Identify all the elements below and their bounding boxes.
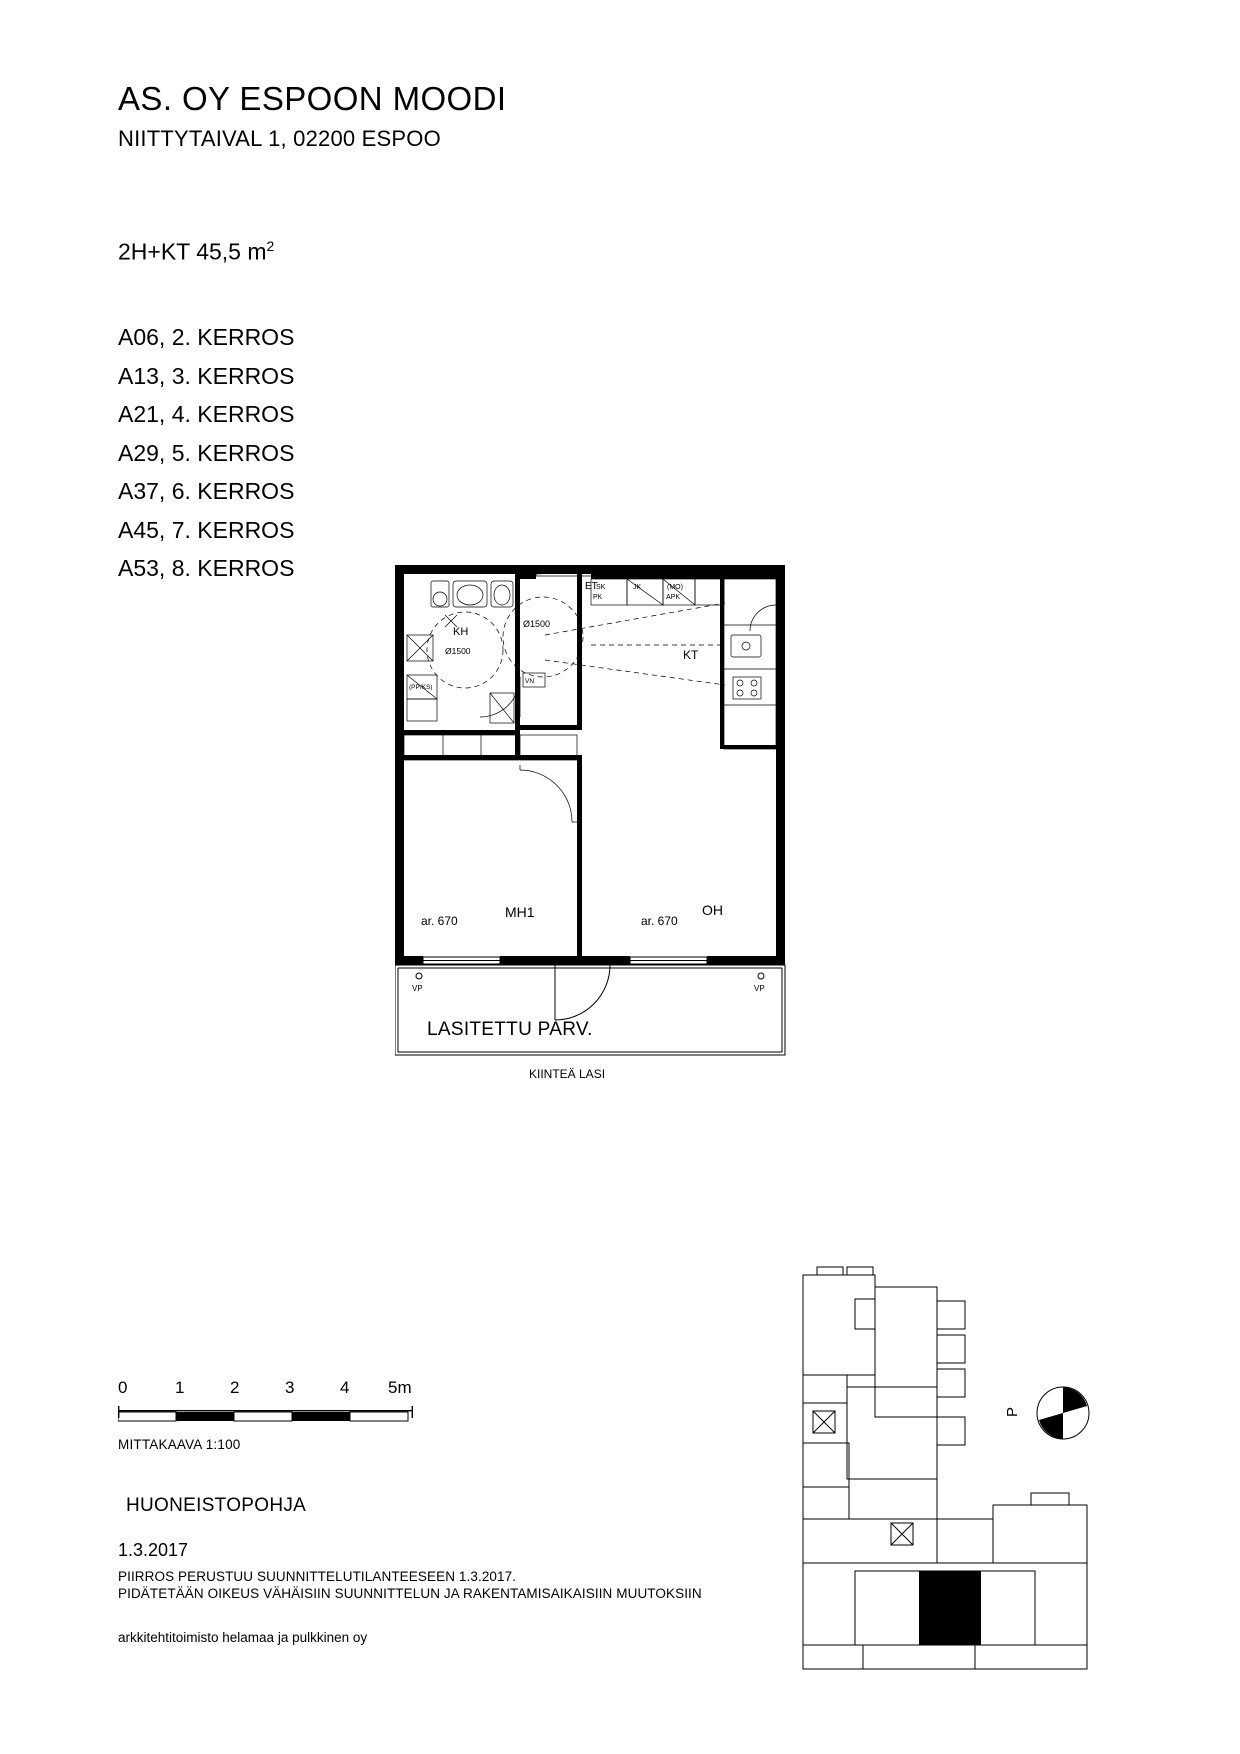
- disclaimer: [118, 1568, 702, 1602]
- disclaimer-line-1: PIIRROS PERUSTUU SUUNNITTELUTILANTEESEEN 1.3.2017.: [118, 1569, 517, 1584]
- appliance-label-jk: JK: [633, 584, 642, 591]
- list-item: A37, 6. KERROS: [118, 478, 295, 504]
- north-label: P: [1004, 1406, 1021, 1417]
- list-item: A53, 8. KERROS: [118, 555, 295, 581]
- architect-office: arkkitehtitoimisto helamaa ja pulkkinen oy: [118, 1630, 368, 1645]
- highlighted-apartment: [919, 1571, 981, 1645]
- dimension-turning-circle-2: Ø1500: [445, 646, 471, 656]
- appliance-label-mo: (MO): [667, 584, 683, 591]
- disclaimer-line-2: PIDÄTETÄÄN OIKEUS VÄHÄISIIN SUUNNITTELUN JA RAKENTAMISAIKAISIIN MUUTOKSIIN: [118, 1586, 702, 1601]
- room-label-mh1: MH1: [505, 904, 535, 920]
- scale-caption: MITTAKAAVA 1:100: [118, 1437, 241, 1452]
- scale-tick: 5m: [388, 1378, 412, 1397]
- room-label-kt: KT: [683, 648, 699, 662]
- vp-label-left: VP: [412, 984, 423, 993]
- window-dimension-left: ar. 670: [421, 914, 458, 928]
- list-item: A06, 2. KERROS: [118, 324, 295, 350]
- project-address: NIITTYTAIVAL 1, 02200 ESPOO: [118, 125, 441, 151]
- apartment-type-superscript: 2: [266, 238, 275, 254]
- room-label-et: ET: [585, 581, 598, 592]
- dimension-turning-circle-1: Ø1500: [523, 619, 551, 629]
- balcony-label: LASITETTU PARV.: [427, 1019, 593, 1040]
- drawing-type-label: HUONEISTOPOHJA: [126, 1495, 307, 1516]
- scale-tick: 1: [175, 1378, 185, 1397]
- apartment-type: [118, 238, 274, 266]
- window-dimension-right: ar. 670: [641, 914, 678, 928]
- scale-bar: [118, 1378, 478, 1452]
- scale-bar-graphic: [118, 1404, 418, 1426]
- appliance-label-sk: SK: [596, 584, 606, 591]
- appliance-label-pk: PK: [593, 594, 603, 601]
- page-title: AS. OY ESPOON MOODI: [118, 80, 507, 117]
- drawing-date: 1.3.2017: [118, 1540, 189, 1560]
- list-item: A13, 3. KERROS: [118, 362, 295, 389]
- appliance-label-apk: APK: [666, 594, 681, 601]
- list-item: A29, 5. KERROS: [118, 439, 295, 466]
- room-label-oh: OH: [702, 902, 723, 918]
- north-arrow-icon: [1037, 1387, 1089, 1439]
- scale-tick: 2: [230, 1378, 240, 1397]
- appliance-label-vn: VN: [525, 678, 535, 685]
- fixed-glass-label: KIINTEÄ LASI: [529, 1067, 606, 1081]
- scale-tick: 0: [118, 1378, 128, 1397]
- floor-plan-drawing: [395, 565, 855, 1125]
- apartment-type-text: 2H+KT 45,5 m: [118, 238, 267, 265]
- vp-label-right: VP: [754, 984, 765, 993]
- list-item: A21, 4. KERROS: [118, 401, 295, 427]
- scale-tick: 3: [285, 1378, 295, 1397]
- key-plan-diagram: [795, 1265, 1135, 1685]
- scale-tick-labels: [118, 1378, 478, 1402]
- appliance-label-pp-ks: (PP/KS): [409, 684, 433, 691]
- room-label-kh: KH: [453, 626, 469, 638]
- list-item: A45, 7. KERROS: [118, 516, 295, 543]
- title-block: [118, 80, 818, 152]
- unit-list: [118, 318, 294, 588]
- scale-tick: 4: [340, 1378, 350, 1397]
